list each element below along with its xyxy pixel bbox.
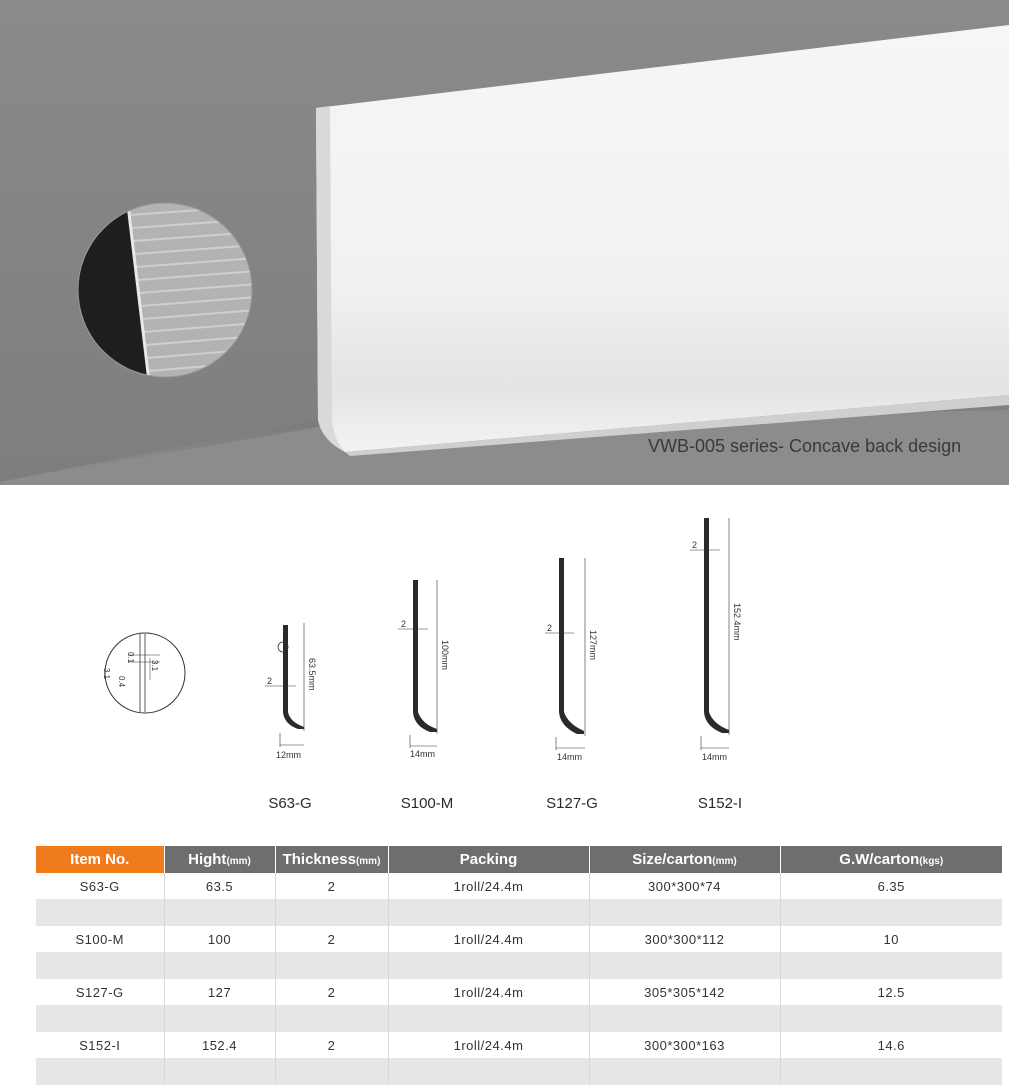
s100-height-label: 100mm: [440, 640, 450, 671]
profile-s63-g: [265, 623, 317, 760]
cell-size-carton: 305*305*142: [589, 979, 780, 1005]
table-row: [36, 873, 1002, 899]
s127-thickness-label: 2: [547, 623, 553, 633]
table-row: [36, 926, 1002, 952]
table-spacer-row: [36, 1058, 1002, 1085]
s127-height-label: 127mm: [588, 630, 598, 661]
cell-item-no: S100-M: [36, 926, 164, 952]
cell-height: 127: [164, 979, 275, 1005]
section-detail-circle: [102, 633, 185, 713]
cell-thickness: 2: [275, 1032, 388, 1058]
s63-thickness-label: 2: [267, 676, 273, 686]
profile-drawings-svg: [0, 485, 1009, 840]
cell-gw-carton: 6.35: [877, 878, 905, 894]
s152-height-label: 152.4mm: [732, 603, 742, 641]
profile-s127-g: [545, 558, 598, 762]
cell-gw-carton: 14.6: [877, 1037, 905, 1053]
detail-label-2: 0.1: [126, 652, 135, 664]
cell-gw-carton: 10: [883, 931, 899, 947]
cell-thickness: 2: [275, 926, 388, 952]
table-row: [36, 1032, 1002, 1058]
cell-item-no: S152-I: [36, 1032, 164, 1058]
spec-table: [36, 846, 1002, 1085]
profile-name-s100-m: S100-M: [400, 795, 454, 812]
header-size-carton: Size/carton(mm): [589, 846, 780, 873]
s63-height-label: 63.5mm: [307, 658, 317, 691]
header-height: Hight(mm): [164, 846, 275, 873]
skirting-render-illustration: [0, 0, 1009, 485]
detail-label-1: 3.1: [102, 668, 111, 680]
cell-packing: 1roll/24.4m: [388, 1032, 589, 1058]
profile-drawings: [0, 485, 1009, 840]
table-spacer-row: [36, 952, 1002, 979]
cell-item-no: S127-G: [36, 979, 164, 1005]
profile-s100-m: [398, 580, 450, 759]
detail-label-3: 3.1: [150, 660, 159, 672]
cell-thickness: 2: [275, 979, 388, 1005]
cell-packing: 1roll/24.4m: [388, 926, 589, 952]
cell-size-carton: 300*300*112: [589, 926, 780, 952]
s63-base-label: 12mm: [276, 750, 302, 760]
cell-height: 63.5: [164, 873, 275, 899]
detail-label-4: 0.4: [117, 676, 126, 688]
cell-packing: 1roll/24.4m: [388, 979, 589, 1005]
s100-base-label: 14mm: [410, 749, 436, 759]
header-thickness: Thickness(mm): [275, 846, 388, 873]
header-gw-carton: G.W/carton(kgs): [780, 846, 1002, 873]
header-item-no: Item No.: [36, 846, 164, 873]
s127-base-label: 14mm: [557, 752, 583, 762]
table-row: [36, 979, 1002, 1005]
table-header-row: [36, 846, 1002, 873]
cell-packing: 1roll/24.4m: [388, 873, 589, 899]
cell-size-carton: 300*300*74: [589, 873, 780, 899]
series-caption: VWB-005 series- Concave back design: [648, 436, 962, 456]
cell-height: 152.4: [164, 1032, 275, 1058]
cell-item-no: S63-G: [36, 873, 164, 899]
profile-name-s63-g: S63-G: [268, 795, 312, 812]
profile-name-s152-i: S152-I: [697, 795, 743, 812]
table-spacer-row: [36, 899, 1002, 926]
s152-base-label: 14mm: [702, 752, 728, 762]
cell-size-carton: 300*300*163: [589, 1032, 780, 1058]
product-render: [0, 0, 1009, 485]
header-packing: Packing: [388, 846, 589, 873]
cell-height: 100: [164, 926, 275, 952]
table-spacer-row: [36, 1005, 1002, 1032]
profile-name-s127-g: S127-G: [546, 795, 598, 812]
s152-thickness-label: 2: [692, 540, 698, 550]
cell-gw-carton: 12.5: [877, 984, 905, 1000]
cell-thickness: 2: [275, 873, 388, 899]
profile-s152-i: [690, 518, 742, 762]
s100-thickness-label: 2: [401, 619, 407, 629]
